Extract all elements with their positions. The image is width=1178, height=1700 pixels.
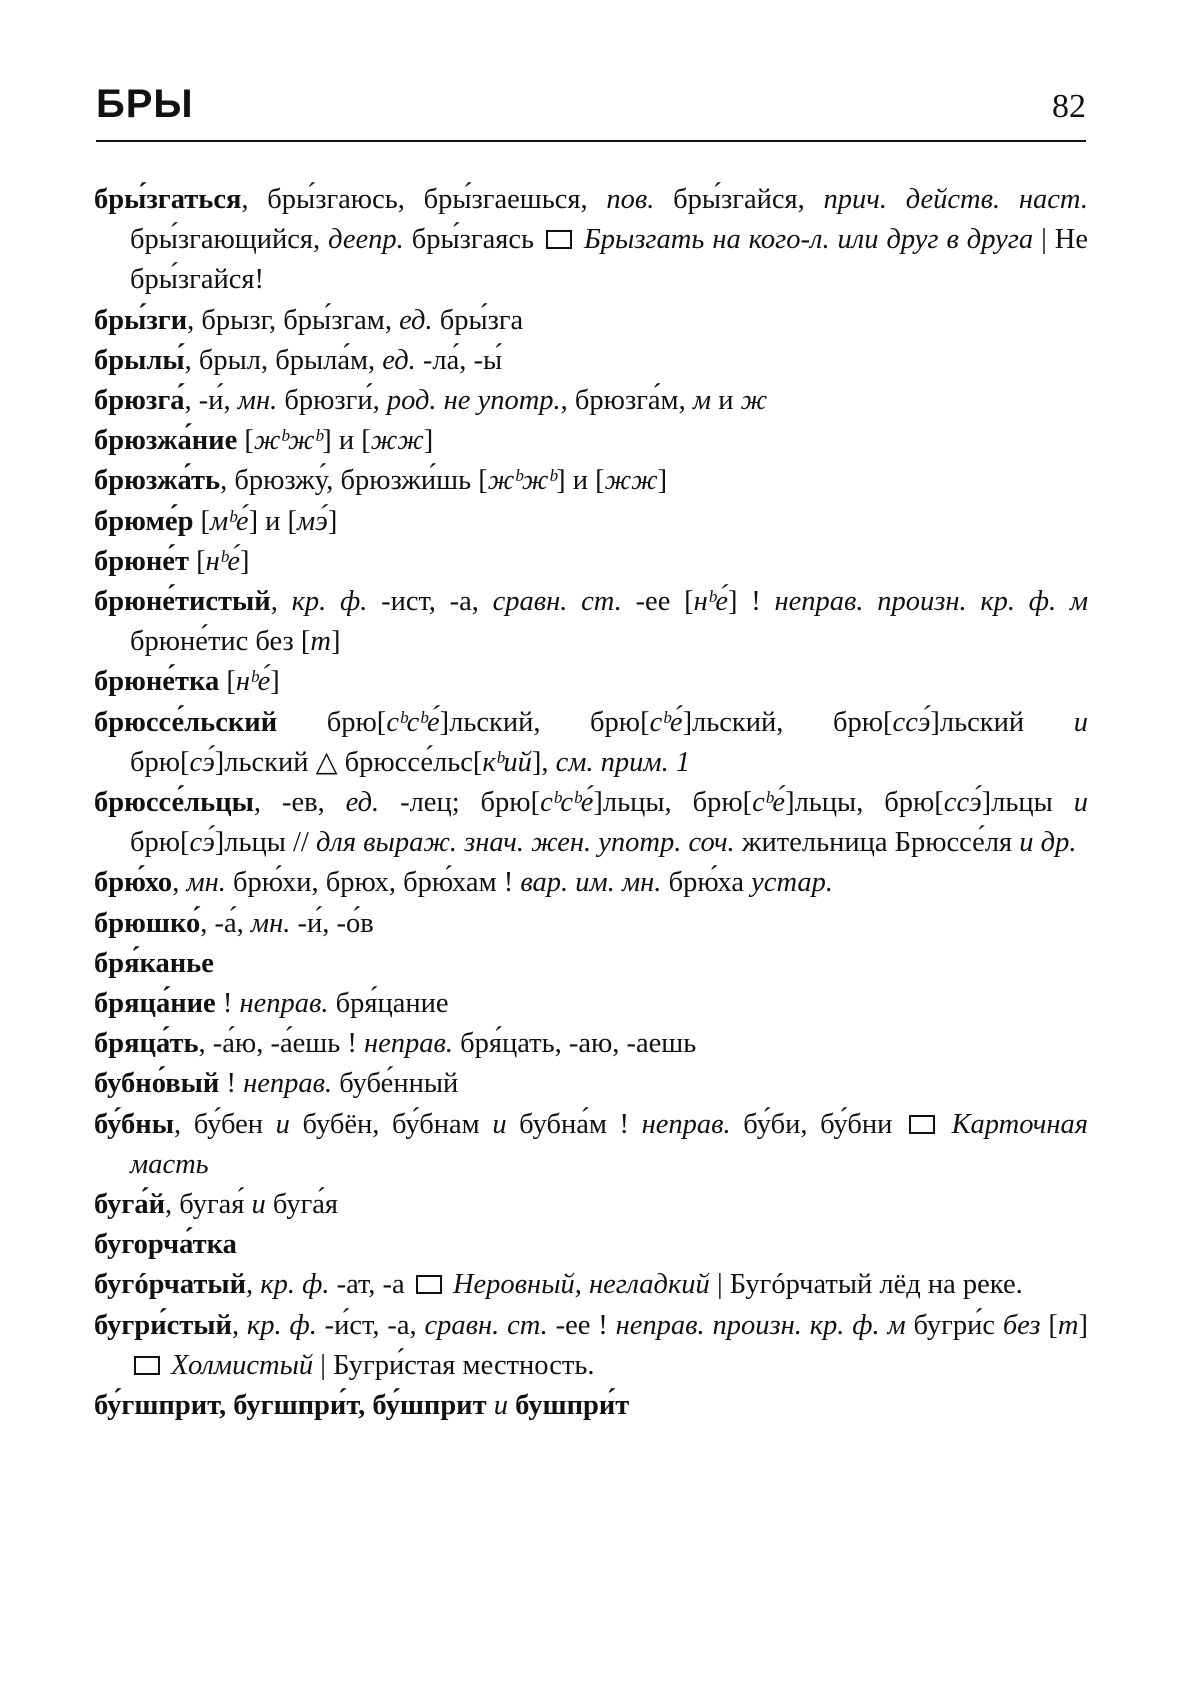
entry-text: , -а́, xyxy=(200,907,251,939)
headword: бу́бны xyxy=(94,1108,174,1140)
page-number: 82 xyxy=(1052,88,1086,125)
entry-text: [ xyxy=(1040,1309,1058,1341)
entry-text: , xyxy=(231,1309,247,1341)
example: | Бугóрчатый лёд на реке. xyxy=(709,1269,1023,1301)
definition-box-icon xyxy=(134,1356,160,1375)
entry-text: ] xyxy=(240,545,250,577)
grammar-label: пов. xyxy=(606,184,655,215)
headword: брюме́р xyxy=(94,505,194,537)
entry-text: , брыл, брыла́м, xyxy=(184,344,383,376)
entry xyxy=(94,1185,1088,1225)
entry xyxy=(94,1306,1088,1386)
definition-box-icon xyxy=(416,1275,442,1294)
entry-text: брю́хи, брюх, брю́хам ! xyxy=(225,867,521,899)
entry-text: ]льцы xyxy=(981,787,1074,819)
grammar-label: неправ. xyxy=(239,988,329,1020)
definition: Холмистый xyxy=(171,1349,314,1381)
entry-text: , -а́ю, -а́ешь ! xyxy=(198,1028,364,1060)
headword: бряца́ние xyxy=(94,988,216,1020)
transcription: нᵇе́ xyxy=(205,545,241,577)
definition: Неровный, негладкий xyxy=(452,1269,710,1301)
headword: брюссе́льцы xyxy=(94,787,254,819)
entry xyxy=(94,341,1088,381)
entry xyxy=(94,1386,1088,1426)
entry xyxy=(94,703,1088,783)
transcription: жж xyxy=(604,465,658,497)
entry xyxy=(94,1024,1088,1064)
headword: бряца́ть xyxy=(94,1028,199,1060)
entry-text: ] xyxy=(423,425,434,457)
grammar-label: см. прим. 1 xyxy=(555,746,691,778)
transcription: ссэ́ xyxy=(892,706,931,738)
headword: брюне́тка xyxy=(94,666,220,698)
transcription: нᵇе́ xyxy=(693,586,729,618)
grammar-label: неправ. произн. кр. ф. м xyxy=(774,586,1089,618)
entry-text: жительница Брюссе́ля xyxy=(734,827,1020,859)
definition: Брызгать на кого-л. или друг в друга xyxy=(583,224,1034,256)
definition: Карточная масть xyxy=(130,1108,1089,1180)
grammar-label: сравн. ст. xyxy=(492,586,622,618)
entry-text: бубён, бу́бнам xyxy=(289,1108,493,1140)
entry-text: брюне́тис без [ xyxy=(130,626,311,658)
entry-text: бры́згаясь xyxy=(403,224,542,256)
entry-text: бры́згающийся, xyxy=(130,224,329,256)
entry-text: [ xyxy=(237,425,254,457)
grammar-label: кр. ф. xyxy=(246,1309,317,1341)
grammar-label: неправ. произн. кр. ф. м xyxy=(615,1309,906,1341)
entry xyxy=(94,1225,1088,1265)
entry-text: ]льский, брю[ xyxy=(439,706,650,738)
transcription: ссэ́ xyxy=(943,787,982,819)
entry xyxy=(94,582,1088,662)
grammar-label: кр. ф. xyxy=(291,586,368,618)
entry xyxy=(94,783,1088,863)
entry-text: -лец; брю[ xyxy=(379,787,541,819)
transcription: сэ́ xyxy=(189,746,215,778)
entry-text: , бу́бен xyxy=(173,1108,276,1140)
entry-text: бры́згайся, xyxy=(654,184,824,215)
entry-text: , -и́, xyxy=(184,385,238,417)
entry xyxy=(94,662,1088,702)
headword: брюзга́ xyxy=(94,385,185,417)
transcription: сᵇе́ xyxy=(649,706,683,738)
entry xyxy=(94,461,1088,501)
transcription: жж xyxy=(370,425,424,457)
page-header xyxy=(96,78,1086,142)
headword: брюзжа́ние xyxy=(94,425,238,457)
entry-text: -ла́, -ы́ xyxy=(415,344,503,376)
entry xyxy=(94,863,1088,903)
grammar-label: ед. xyxy=(399,304,433,336)
entry-text: бря́цание xyxy=(328,988,449,1020)
grammar-label: кр. ф. xyxy=(260,1269,330,1301)
grammar-label: и xyxy=(486,1390,516,1422)
entry-text: ] и [ xyxy=(322,425,371,457)
transcription: кᵇий xyxy=(482,746,532,778)
entry xyxy=(94,381,1088,421)
entry xyxy=(94,542,1088,582)
entry-text: , брызг, бры́згам, xyxy=(187,304,400,336)
entry-text: ]льцы, брю[ xyxy=(593,787,753,819)
transcription: нᵇе́ xyxy=(235,666,271,698)
headword: бря́канье xyxy=(94,947,214,979)
entry-text: брю[ xyxy=(130,746,190,778)
entry-text: брю[ xyxy=(130,827,190,859)
entry-text: [ xyxy=(193,505,211,537)
headword: брюне́т xyxy=(94,545,189,577)
entry xyxy=(94,904,1088,944)
grammar-label: ед. xyxy=(382,344,416,376)
grammar-label: неправ. xyxy=(243,1068,333,1100)
entry-text: , бугая́ xyxy=(165,1189,252,1221)
entry-text: и xyxy=(711,385,741,417)
headword: брюзжа́ть xyxy=(94,465,221,497)
entry-text: , брюзжу́, брюзжи́шь [ xyxy=(220,465,488,497)
headword: брюссе́льский xyxy=(94,706,278,738)
grammar-label: без xyxy=(1002,1309,1041,1341)
entry-text: бу́би, бу́бни xyxy=(730,1108,905,1140)
entry-text: бря́цать, -аю, -аешь xyxy=(452,1028,697,1060)
transcription: сᵇе́ xyxy=(752,787,786,819)
headword: бугóрчатый xyxy=(94,1269,247,1301)
dictionary-entries xyxy=(94,180,1088,1426)
entry-text: брюзги́, xyxy=(277,385,387,417)
entry-text: ! xyxy=(215,988,240,1020)
headword: бры́згаться xyxy=(94,184,242,215)
grammar-label: деепр. xyxy=(328,224,404,256)
entry-text: , xyxy=(246,1269,261,1301)
entry-text: -ат, -а xyxy=(329,1269,412,1301)
transcription: сᵇсᵇе́ xyxy=(386,706,440,738)
running-head: БРЫ xyxy=(96,82,194,126)
entry-text: ]льцы, брю[ xyxy=(785,787,944,819)
headword: брылы́ xyxy=(94,344,185,376)
grammar-label: прич. действ. наст. xyxy=(823,184,1088,215)
entry-text: ! xyxy=(219,1068,244,1100)
transcription: жᵇжᵇ xyxy=(487,465,557,497)
entry-text: , -ев, xyxy=(253,787,346,819)
definition-box-icon xyxy=(546,230,572,249)
entry-text: ]льский △ брюссе́льс[ xyxy=(214,746,483,778)
entry-text: -ее [ xyxy=(621,586,694,618)
example: | Не бры́згайся! xyxy=(130,224,1088,296)
entry xyxy=(94,301,1088,341)
transcription: жᵇжᵇ xyxy=(253,425,323,457)
entry-text: бугри́с xyxy=(905,1309,1003,1341)
entry-text: брю́ха xyxy=(661,867,752,899)
entry-text: [ xyxy=(188,545,206,577)
entry xyxy=(94,1105,1088,1185)
entry-text: ] xyxy=(657,465,668,497)
entry-text: -и́ст, -а, xyxy=(316,1309,425,1341)
headword: бу́гшприт, бугшпри́т, бу́шприт xyxy=(94,1390,487,1422)
transcription: мᵇе́ xyxy=(210,505,249,537)
entry-text: ] ! xyxy=(728,586,775,618)
transcription: мэ́ xyxy=(297,505,328,537)
grammar-label: вар. им. мн. xyxy=(520,867,662,899)
headword: брюшко́ xyxy=(94,907,201,939)
entry-text: бубе́нный xyxy=(332,1068,459,1100)
headword: бубно́вый xyxy=(94,1068,220,1100)
grammar-label: ж xyxy=(740,385,768,417)
grammar-label: и xyxy=(492,1108,507,1140)
entry xyxy=(94,180,1088,301)
grammar-label: м xyxy=(692,385,712,417)
grammar-label: и xyxy=(275,1108,290,1140)
grammar-label: мн. xyxy=(250,907,291,939)
grammar-label: и xyxy=(1073,706,1088,738)
entry xyxy=(94,502,1088,542)
entry-text: бры́зга xyxy=(432,304,524,336)
entry xyxy=(94,1265,1088,1305)
entry-text: , xyxy=(172,867,187,899)
headword: бугорча́тка xyxy=(94,1229,237,1261)
grammar-label: мн. xyxy=(186,867,226,899)
transcription: сэ́ xyxy=(189,827,215,859)
entry-text: буга́я xyxy=(265,1189,339,1221)
entry-text: ]льцы // xyxy=(214,827,316,859)
grammar-label: ед. xyxy=(345,787,380,819)
headword: бушпри́т xyxy=(515,1390,630,1422)
example: | Бугри́стая местность. xyxy=(313,1349,595,1381)
entry-text: ] и [ xyxy=(248,505,298,537)
headword: бугри́стый xyxy=(94,1309,232,1341)
entry-text: -ее ! xyxy=(547,1309,616,1341)
grammar-label: для выраж. знач. жен. употр. соч. xyxy=(315,827,735,859)
entry-text: ] xyxy=(270,666,280,698)
grammar-label: мн. xyxy=(237,385,278,417)
grammar-label: и xyxy=(1073,787,1088,819)
headword: буга́й xyxy=(94,1189,166,1221)
entry-text: ]льский, брю[ xyxy=(682,706,893,738)
entry xyxy=(94,1064,1088,1104)
headword: брю́хо xyxy=(94,867,173,899)
headword: брюне́тистый xyxy=(94,586,271,618)
entry-text: ] xyxy=(327,505,338,537)
entry xyxy=(94,421,1088,461)
grammar-label: неправ. xyxy=(641,1108,731,1140)
grammar-label: и xyxy=(251,1189,266,1221)
entry-text: ]льский xyxy=(930,706,1074,738)
entry-text: ] xyxy=(331,626,341,658)
entry xyxy=(94,944,1088,984)
entry-text: , брюзга́м, xyxy=(560,385,693,417)
transcription: сᵇсᵇе́ xyxy=(540,787,594,819)
headword: бры́зги xyxy=(94,304,188,336)
entry xyxy=(94,984,1088,1024)
entry-text: бубна́м ! xyxy=(506,1108,642,1140)
entry-text: брю[ xyxy=(277,706,387,738)
grammar-label: род. не употр. xyxy=(386,385,561,417)
entry-text: ], xyxy=(531,746,556,778)
transcription: т xyxy=(310,626,332,658)
entry-text: -и́, -о́в xyxy=(290,907,374,939)
grammar-label: неправ. xyxy=(363,1028,453,1060)
entry-text: -ист, -а, xyxy=(367,586,493,618)
transcription: т xyxy=(1057,1309,1079,1341)
entry-text: [ xyxy=(219,666,236,698)
entry-text: ] и [ xyxy=(556,465,605,497)
grammar-label: и др. xyxy=(1019,827,1077,859)
grammar-label: устар. xyxy=(751,867,833,899)
entry-text: , xyxy=(270,586,292,618)
entry-text: , бры́згаюсь, бры́згаешься, xyxy=(241,184,607,215)
definition-box-icon xyxy=(909,1115,935,1134)
entry-text: ] xyxy=(1078,1309,1088,1341)
grammar-label: сравн. ст. xyxy=(424,1309,548,1341)
